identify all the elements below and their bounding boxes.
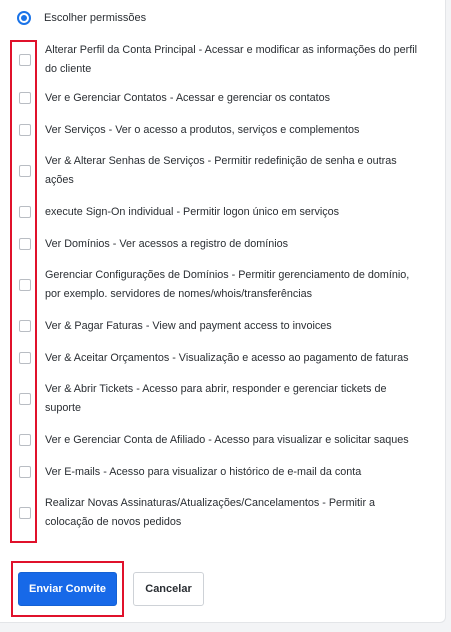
- permission-item[interactable]: [0, 146, 430, 196]
- permissions-mode-option[interactable]: [17, 10, 146, 26]
- permission-item[interactable]: [0, 374, 430, 424]
- permission-checkbox[interactable]: [19, 54, 31, 66]
- permission-item[interactable]: [0, 260, 430, 310]
- permission-checkbox[interactable]: [19, 466, 31, 478]
- permission-item[interactable]: [0, 114, 430, 146]
- permission-checkbox[interactable]: [19, 320, 31, 332]
- permission-label: execute Sign-On individual - Permitir logon único em serviços: [45, 205, 340, 218]
- permission-checkbox[interactable]: [19, 507, 31, 519]
- permission-item[interactable]: [0, 342, 430, 374]
- permission-checkbox[interactable]: [19, 92, 31, 104]
- choose-permissions-radio[interactable]: [17, 11, 31, 25]
- permission-label: Ver & Pagar Faturas - View and payment access to invoices: [45, 319, 332, 332]
- cancel-button[interactable]: Cancelar: [133, 572, 204, 606]
- choose-permissions-label: Escolher permissões: [44, 12, 147, 24]
- permission-label: Ver E-mails - Acesso para visualizar o histórico de e-mail da conta: [45, 465, 362, 478]
- permission-label: Ver Domínios - Ver acessos a registro de domínios: [45, 237, 289, 250]
- permission-checkbox[interactable]: [19, 279, 31, 291]
- permission-item[interactable]: [0, 228, 430, 260]
- permission-label: Alterar Perfil da Conta Principal - Acessar e modificar as informações do perfil do cliente: [45, 44, 418, 75]
- permission-item[interactable]: [0, 488, 430, 538]
- radio-selected-dot: [21, 15, 27, 21]
- permission-label: Ver e Gerenciar Conta de Afiliado - Acesso para visualizar e solicitar saques: [45, 433, 409, 446]
- permission-list: [0, 38, 430, 538]
- permission-checkbox[interactable]: [19, 165, 31, 177]
- permission-checkbox[interactable]: [19, 206, 31, 218]
- permission-item[interactable]: [0, 196, 430, 228]
- permission-label: Gerenciar Configurações de Domínios - Permitir gerenciamento de domínio, por exemplo. servidores de nomes/whois/transferências: [45, 269, 410, 300]
- permission-item[interactable]: [0, 310, 430, 342]
- permission-label: Ver & Aceitar Orçamentos - Visualização e acesso ao pagamento de faturas: [45, 351, 409, 364]
- send-invite-button[interactable]: Enviar Convite: [18, 572, 117, 606]
- permission-checkbox[interactable]: [19, 238, 31, 250]
- permission-item[interactable]: [0, 424, 430, 456]
- permission-item[interactable]: [0, 82, 430, 114]
- permission-label: Ver e Gerenciar Contatos - Acessar e gerenciar os contatos: [45, 91, 331, 104]
- permission-checkbox[interactable]: [19, 352, 31, 364]
- permission-label: Realizar Novas Assinaturas/Atualizações/Cancelamentos - Permitir a colocação de novos pedidos: [45, 497, 376, 528]
- permission-label: Ver & Abrir Tickets - Acesso para abrir, responder e gerenciar tickets de suporte: [45, 383, 387, 414]
- permission-checkbox[interactable]: [19, 393, 31, 405]
- permission-label: Ver & Alterar Senhas de Serviços - Permitir redefinição de senha e outras ações: [45, 155, 397, 186]
- permission-checkbox[interactable]: [19, 434, 31, 446]
- permission-label: Ver Serviços - Ver o acesso a produtos, serviços e complementos: [45, 123, 360, 136]
- permission-checkbox[interactable]: [19, 124, 31, 136]
- permission-item[interactable]: [0, 456, 430, 488]
- permission-item[interactable]: [0, 38, 430, 82]
